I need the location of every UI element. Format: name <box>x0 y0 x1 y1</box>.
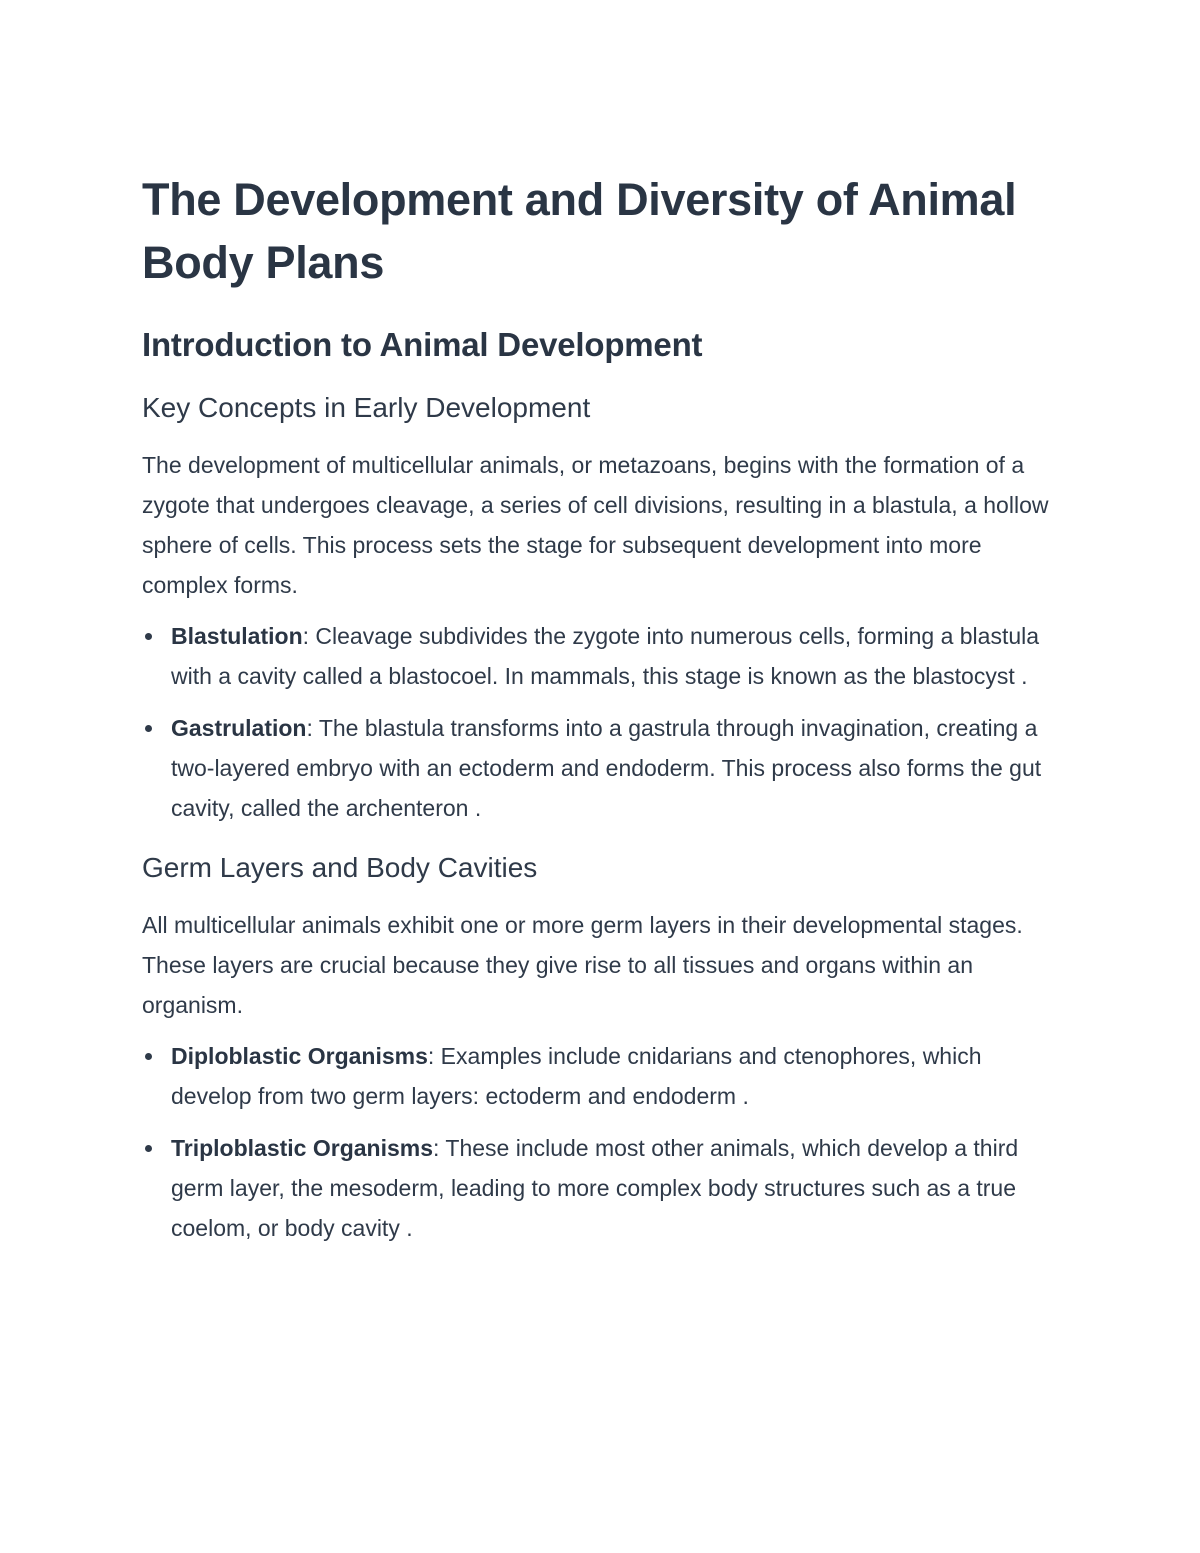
bullet-icon <box>145 725 152 732</box>
bullet-list <box>142 1036 1062 1248</box>
list-item <box>142 708 1062 828</box>
bullet-icon <box>145 1053 152 1060</box>
list-item <box>142 1128 1062 1248</box>
bullet-icon <box>145 1145 152 1152</box>
subsection-key-concepts <box>142 390 1062 828</box>
bullet-term: Blastulation <box>171 623 303 649</box>
body-paragraph: The development of multicellular animals, or metazoans, begins with the formation of a zygote that undergoes cleavage, a series of cell divisions, resulting in a blastula, a hollow sphere of cells. This process sets the stage for subsequent development into more complex forms. <box>142 452 1049 598</box>
bullet-icon <box>145 633 152 640</box>
bullet-term: Gastrulation <box>171 715 307 741</box>
list-item <box>142 1036 1062 1116</box>
section-heading: Introduction to Animal Development <box>142 326 703 363</box>
bullet-term: Triploblastic Organisms <box>171 1135 434 1161</box>
bullet-text: : Cleavage subdivides the zygote into numerous cells, forming a blastula with a cavity called a blastocoel. In mammals, this stage is known as the blastocyst . <box>171 623 1040 689</box>
subsection-heading: Germ Layers and Body Cavities <box>142 852 538 883</box>
body-paragraph: All multicellular animals exhibit one or more germ layers in their developmental stages. These layers are crucial because they give rise to all tissues and organs within an organism. <box>142 912 1023 1018</box>
subsection-germ-layers <box>142 850 1062 1248</box>
bullet-term: Diploblastic Organisms <box>171 1043 428 1069</box>
document-page <box>142 168 1062 1270</box>
bullet-text: : The blastula transforms into a gastrula through invagination, creating a two-layered embryo with an ectoderm and endoderm. This process also forms the gut cavity, called the archenteron . <box>171 715 1042 821</box>
bullet-list <box>142 616 1062 828</box>
subsection-heading: Key Concepts in Early Development <box>142 392 591 423</box>
page-title: The Development and Diversity of Animal Body Plans <box>142 174 1017 288</box>
bullet-text: : These include most other animals, which develop a third germ layer, the mesoderm, leading to more complex body structures such as a true coelom, or body cavity . <box>171 1135 1019 1241</box>
bullet-text: : Examples include cnidarians and ctenophores, which develop from two germ layers: ectoderm and endoderm . <box>171 1043 982 1109</box>
list-item <box>142 616 1062 696</box>
